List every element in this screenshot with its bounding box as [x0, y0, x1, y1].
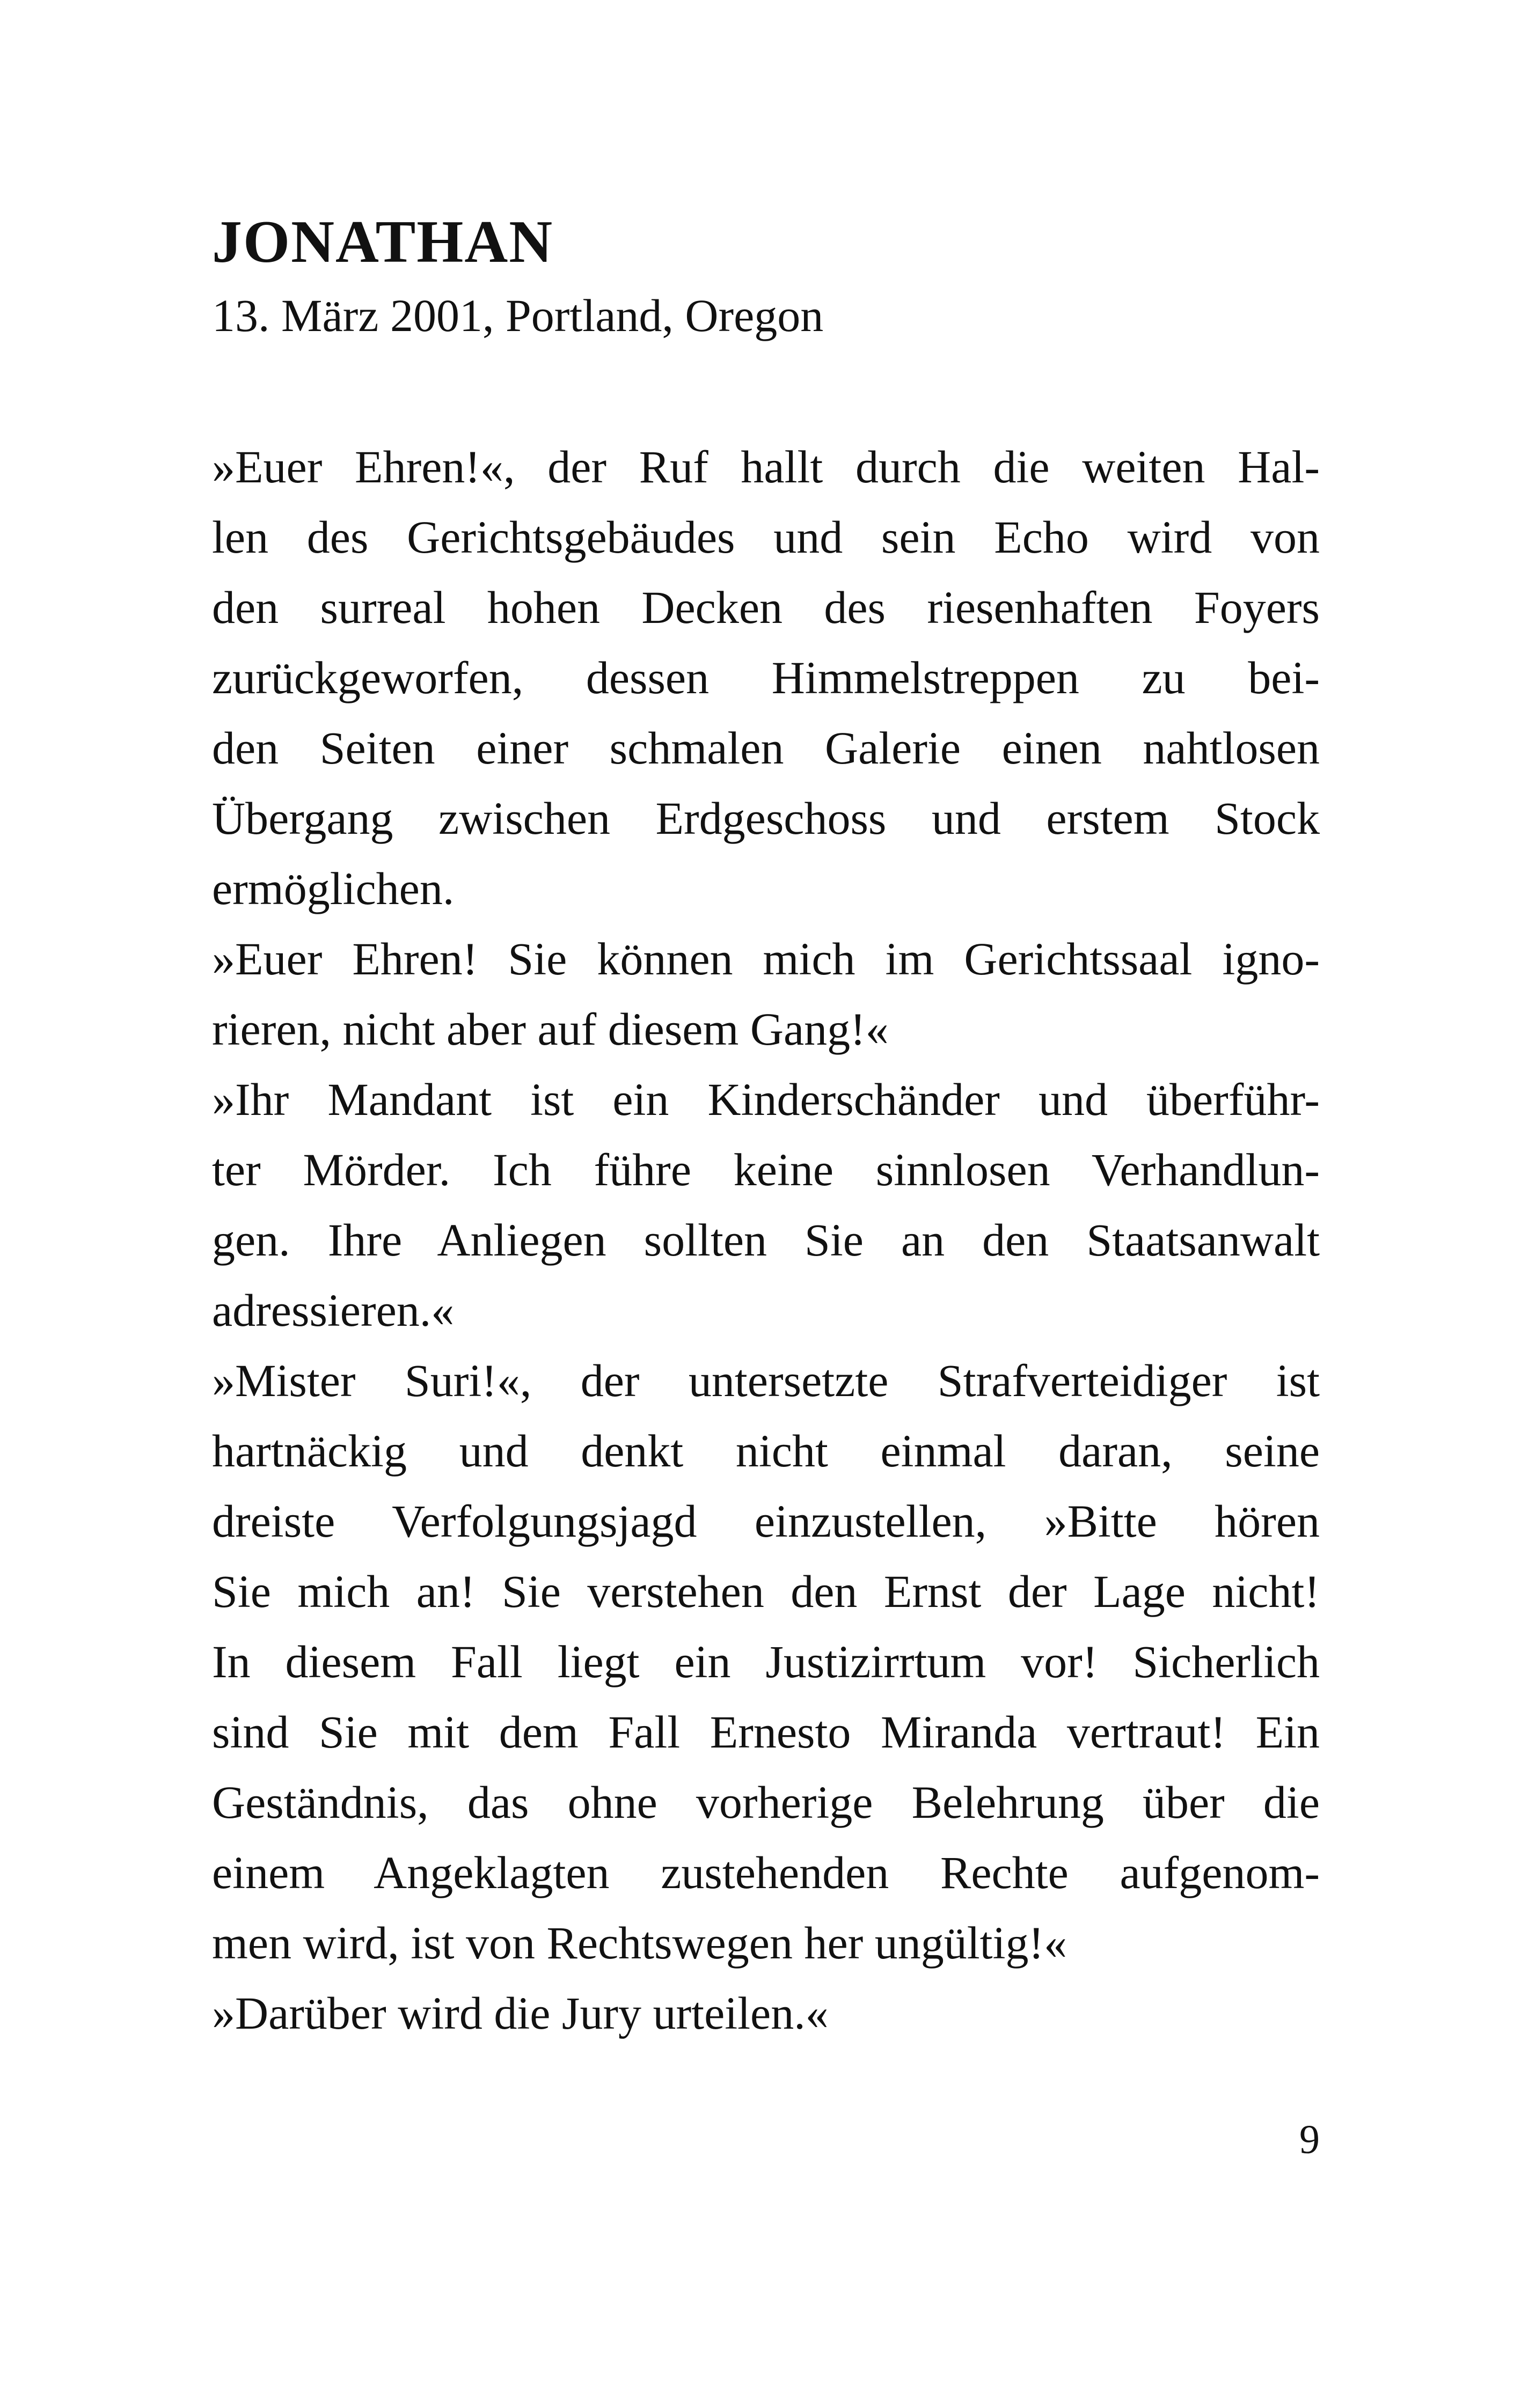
text-line: »Ihr Mandant ist ein Kinderschänder und überführ- — [212, 1074, 1320, 1125]
text-line: ermöglichen. — [212, 863, 455, 914]
text-line: rieren, nicht aber auf diesem Gang!« — [212, 1003, 889, 1055]
text-line: »Darüber wird die Jury urteilen.« — [212, 1987, 829, 2039]
text-line: den Seiten einer schmalen Galerie einen nahtlosen — [212, 722, 1320, 774]
text-line: adressieren.« — [212, 1284, 455, 1336]
text-line: hartnäckig und denkt nicht einmal daran, seine — [212, 1425, 1320, 1477]
text-line: einem Angeklagten zustehenden Rechte aufgenom- — [212, 1847, 1320, 1898]
text-line: In diesem Fall liegt ein Justizirrtum vor! Sicherlich — [212, 1636, 1320, 1687]
text-line: den surreal hohen Decken des riesenhaften Foyers — [212, 582, 1320, 633]
body-text — [212, 432, 1320, 2049]
text-line: sind Sie mit dem Fall Ernesto Miranda vertraut! Ein — [212, 1706, 1320, 1758]
text-line: len des Gerichtsgebäudes und sein Echo wird von — [212, 511, 1320, 563]
text-line: men wird, ist von Rechtswegen her ungültig!« — [212, 1917, 1067, 1969]
chapter-title: JONATHAN — [212, 209, 554, 275]
text-line: gen. Ihre Anliegen sollten Sie an den Staatsanwalt — [212, 1214, 1320, 1266]
page-number: 9 — [1299, 2117, 1320, 2162]
text-line: »Euer Ehren! Sie können mich im Gerichtssaal igno- — [212, 933, 1320, 985]
text-line: »Euer Ehren!«, der Ruf hallt durch die weiten Hal- — [212, 441, 1320, 493]
chapter-subtitle: 13. März 2001, Portland, Oregon — [212, 290, 824, 341]
text-line: Übergang zwischen Erdgeschoss und erstem Stock — [212, 792, 1320, 844]
text-line: »Mister Suri!«, der untersetzte Strafverteidiger ist — [212, 1355, 1320, 1406]
text-line: ter Mörder. Ich führe keine sinnlosen Verhandlun- — [212, 1144, 1320, 1195]
text-line: zurückgeworfen, dessen Himmelstreppen zu bei- — [212, 652, 1320, 703]
text-line: Sie mich an! Sie verstehen den Ernst der Lage nicht! — [212, 1566, 1320, 1617]
text-line: dreiste Verfolgungsjagd einzustellen, »Bitte hören — [212, 1495, 1320, 1547]
text-line: Geständnis, das ohne vorherige Belehrung über die — [212, 1776, 1320, 1828]
